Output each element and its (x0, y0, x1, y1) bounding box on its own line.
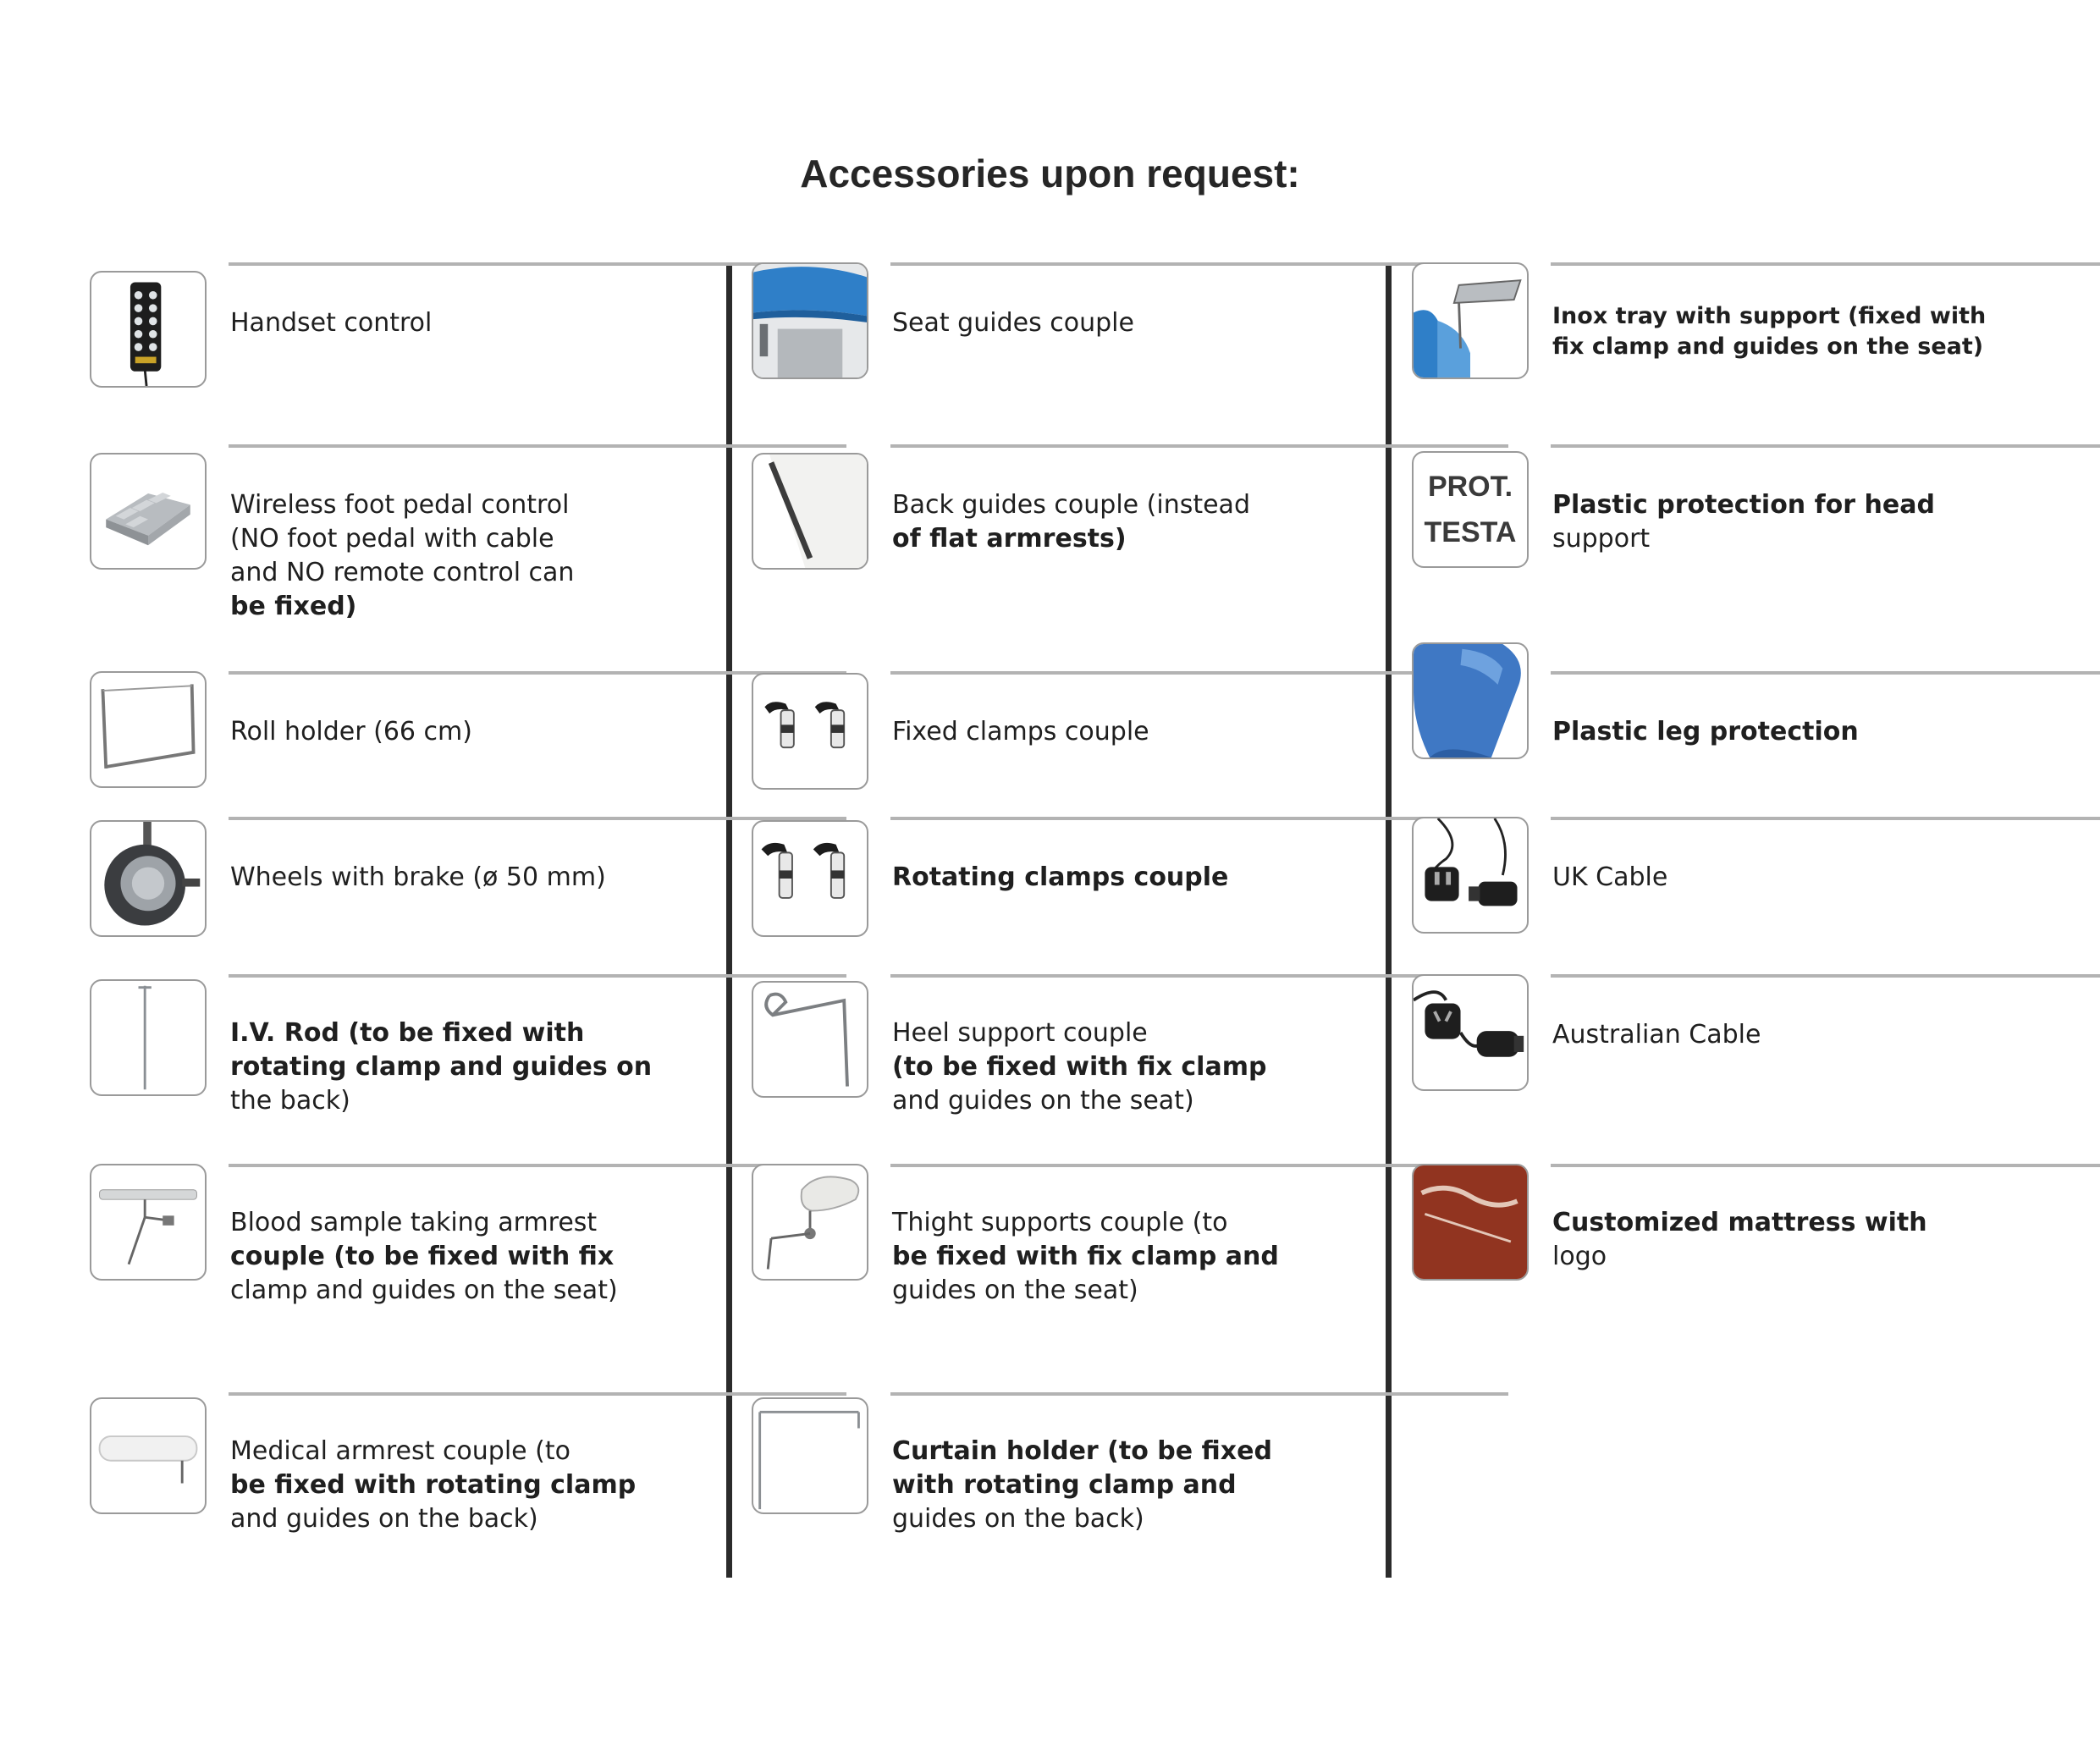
description-line: UK Cable (1552, 862, 1668, 892)
description-line: guides on the back) (892, 1504, 1144, 1534)
accessory-description (892, 861, 1400, 895)
description-line: (NO foot pedal with cable (230, 524, 554, 554)
accessory-description (230, 715, 738, 749)
accessory-item (85, 262, 728, 338)
accessory-description (230, 861, 738, 895)
divider-rule (1551, 817, 2100, 820)
fixed-clamps-image (752, 673, 868, 790)
description-line: Blood sample taking armrest (230, 1208, 598, 1237)
accessory-description (892, 1435, 1400, 1536)
accessory-description (1552, 715, 2060, 749)
description-line: Medical armrest couple (to (230, 1436, 570, 1466)
accessory-item (85, 974, 728, 1116)
description-line: of flat armrests) (892, 524, 1127, 554)
description-line: Heel support couple (892, 1018, 1148, 1048)
heel-support-image (752, 981, 868, 1098)
description-line: I.V. Rod (to be fixed with (230, 1018, 585, 1048)
accessory-item (85, 671, 728, 747)
inox-tray-image (1412, 262, 1529, 379)
accessory-item (85, 817, 728, 892)
curtain-holder-image (752, 1397, 868, 1514)
thigh-supports-image (752, 1164, 868, 1281)
head-protection-label-line: TESTA (1424, 516, 1517, 548)
accessory-item (1407, 671, 2050, 747)
description-line: Rotating clamps couple (892, 862, 1229, 892)
head-protection-label-line: PROT. (1427, 471, 1513, 503)
blood-armrest-image (90, 1164, 207, 1281)
accessory-description (892, 715, 1400, 749)
description-line: rotating clamp and guides on (230, 1052, 653, 1082)
accessory-description (1552, 488, 2060, 556)
page-title: Accessories upon request: (800, 152, 1300, 196)
accessory-column-3 (1407, 0, 2050, 1763)
description-line: Plastic leg protection (1552, 717, 1859, 747)
accessory-description (1552, 861, 2060, 895)
mattress-logo-image (1412, 1164, 1529, 1281)
description-line: be fixed with fix clamp and (892, 1242, 1279, 1271)
description-line: Back guides couple (instead (892, 490, 1250, 520)
description-line: (to be fixed with fix clamp (892, 1052, 1267, 1082)
description-line: Australian Cable (1552, 1020, 1761, 1050)
accessory-description (1552, 1018, 2060, 1052)
description-line: Wireless foot pedal control (230, 490, 570, 520)
divider-rule (1551, 974, 2100, 978)
divider-rule (1551, 262, 2100, 266)
description-line: Plastic protection for head (1552, 490, 1935, 520)
accessory-item (85, 1392, 728, 1534)
accessory-description (892, 488, 1400, 556)
accessory-description (230, 1435, 738, 1536)
accessory-item (85, 444, 728, 621)
description-line: Curtain holder (to be fixed (892, 1436, 1272, 1466)
divider-rule (1551, 671, 2100, 675)
accessory-description (230, 306, 738, 340)
accessory-item (747, 1164, 1390, 1305)
description-line: with rotating clamp and (892, 1470, 1237, 1500)
accessory-description (892, 1016, 1400, 1118)
description-line: Seat guides couple (892, 308, 1134, 338)
accessory-item (747, 1392, 1390, 1534)
description-line: couple (to be fixed with fix (230, 1242, 615, 1271)
description-line: be fixed) (230, 592, 357, 621)
wheel-image (90, 820, 207, 937)
description-line: and NO remote control can (230, 558, 575, 587)
roll-holder-image (90, 671, 207, 788)
description-line: and guides on the seat) (892, 1086, 1194, 1116)
accessory-description (892, 1206, 1400, 1308)
accessory-item (1407, 444, 2050, 554)
accessory-item (747, 671, 1390, 747)
accessory-description (230, 1016, 738, 1118)
foot-pedal-image (90, 453, 207, 570)
description-line: Handset control (230, 308, 433, 338)
description-line: Roll holder (66 cm) (230, 717, 472, 747)
accessory-item (747, 974, 1390, 1116)
divider-rule (1551, 1164, 2100, 1167)
accessory-item (747, 444, 1390, 554)
accessory-column-2 (747, 0, 1390, 1763)
medical-armrest-image (90, 1397, 207, 1514)
accessory-item (1407, 817, 2050, 892)
description-line: fix clamp and guides on the seat) (1552, 333, 1984, 360)
iv-rod-image (90, 979, 207, 1096)
rotating-clamps-image (752, 820, 868, 937)
leg-protection-image (1412, 642, 1529, 759)
description-line: Customized mattress with (1552, 1208, 1927, 1237)
accessory-item (747, 817, 1390, 892)
description-line: and guides on the back) (230, 1504, 538, 1534)
description-line: Inox tray with support (fixed with (1552, 303, 1987, 329)
accessory-description (1552, 301, 2060, 362)
accessory-item (1407, 1164, 2050, 1271)
australian-cable-image (1412, 974, 1529, 1091)
uk-cable-image (1412, 817, 1529, 934)
description-line: clamp and guides on the seat) (230, 1275, 618, 1305)
handset-control-image (90, 271, 207, 388)
description-line: Wheels with brake (ø 50 mm) (230, 862, 606, 892)
accessory-column-1 (85, 0, 728, 1763)
seat-guides-image (752, 262, 868, 379)
description-line: support (1552, 524, 1651, 554)
accessory-item (85, 1164, 728, 1305)
description-line: Fixed clamps couple (892, 717, 1149, 747)
description-line: guides on the seat) (892, 1275, 1138, 1305)
head-protection-image (1412, 451, 1529, 568)
back-guides-image (752, 453, 868, 570)
description-line: Thight supports couple (to (892, 1208, 1228, 1237)
accessory-description (892, 306, 1400, 340)
head-protection-label (1414, 453, 1527, 566)
description-line: logo (1552, 1242, 1607, 1271)
accessory-item (1407, 262, 2050, 360)
accessory-item (1407, 974, 2050, 1050)
accessory-item (747, 262, 1390, 338)
accessory-description (230, 1206, 738, 1308)
description-line: the back) (230, 1086, 350, 1116)
description-line: be fixed with rotating clamp (230, 1470, 637, 1500)
accessory-description (230, 488, 738, 624)
accessory-description (1552, 1206, 2060, 1274)
divider-rule (1551, 444, 2100, 448)
